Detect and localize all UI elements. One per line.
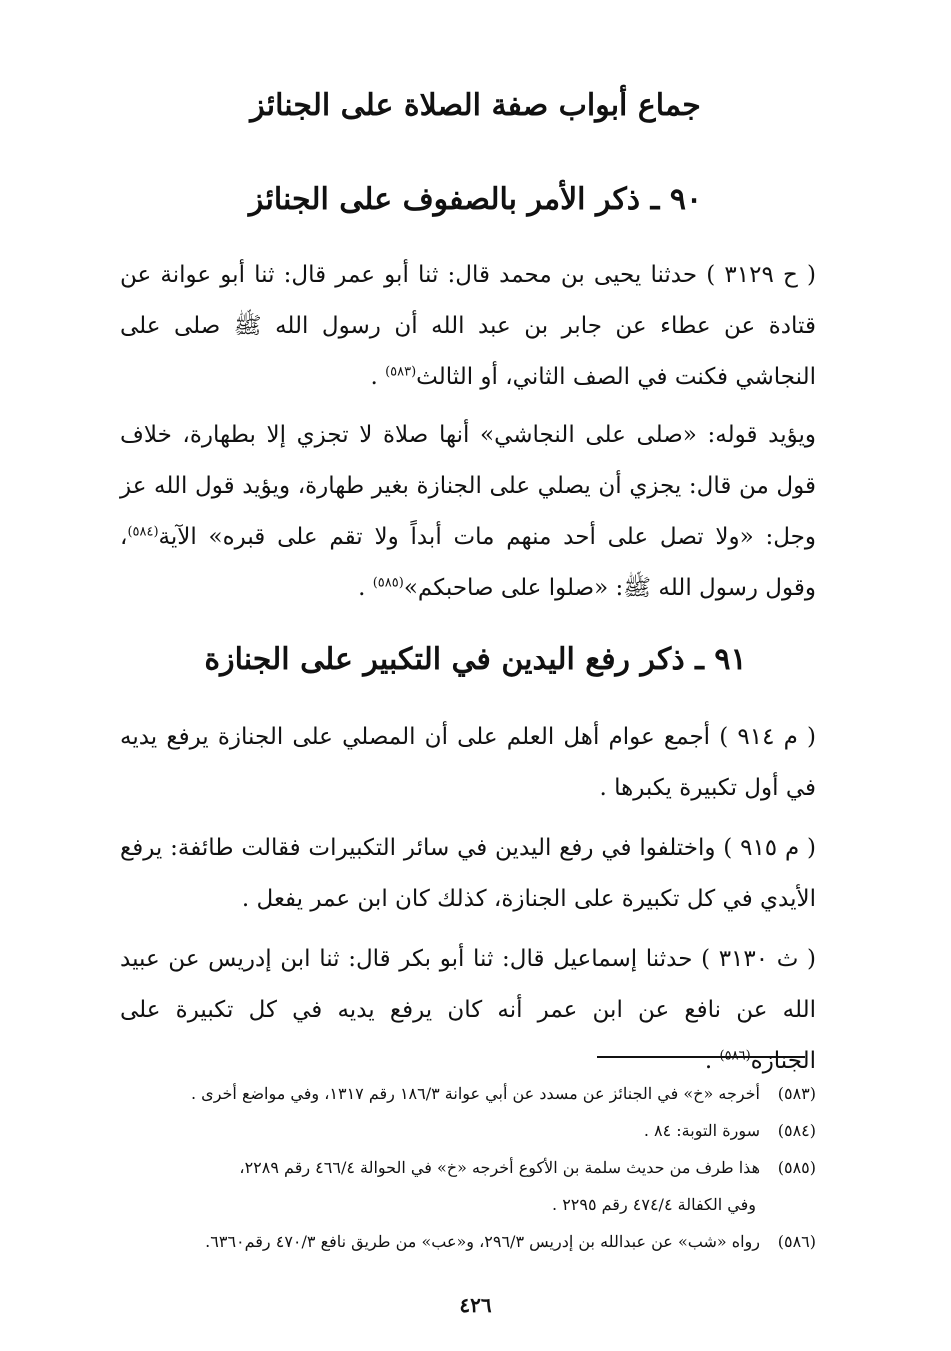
footnote-583 [110,1075,816,1112]
paragraph-hadith-3129 [120,250,816,403]
section-heading-91: ٩١ ـ ذكر رفع اليدين في التكبير على الجنازة [204,642,747,677]
footnotes [110,1075,816,1260]
footnote-separator [597,1056,805,1058]
footnote-ref-586[interactable]: (٥٨٦) [719,1048,751,1064]
paragraph-text: ( ث ٣١٣٠ ) حدثنا إسماعيل قال: ثنا أبو بكر قال: ثنا ابن إدريس عن عبيد الله عن نافع عن ابن عمر أنه كان يرفع يديه في كل تكبيرة على الجنازة [120,946,817,1074]
footnote-text: أخرجه «خ» في الجنائز عن مسدد عن أبي عوانة ١٨٦/٣ رقم ١٣١٧، وفي مواضع أخرى . [191,1084,760,1103]
paragraph-commentary [120,410,816,614]
footnote-584 [110,1112,816,1149]
paragraph-text: ( م ٩١٤ ) أجمع عوام أهل العلم على أن المصلي على الجنازة يرفع يديه في أول تكبيرة يكبرها . [120,724,816,801]
footnote-586 [110,1223,816,1260]
paragraph-text-continued: ، وقول رسول الله ﷺ: «صلوا على صاحبكم» [120,524,816,601]
footnote-text: سورة التوبة: ٨٤ . [643,1121,760,1140]
section-heading-90: ٩٠ ـ ذكر الأمر بالصفوف على الجنائز [248,182,703,217]
paragraph-end: . [358,575,373,601]
page-number: ٤٢٦ [459,1293,492,1317]
chapter-title: جماع أبواب صفة الصلاة على الجنائز [250,88,701,123]
footnote-585 [110,1149,816,1186]
paragraph-masala-914 [120,712,816,814]
paragraph-text: ( م ٩١٥ ) واختلفوا في رفع اليدين في سائر التكبيرات فقالت طائفة: يرفع الأيدي في كل تكبيرة على الجنازة، كذلك كان ابن عمر يفعل . [120,835,816,912]
footnote-ref-585[interactable]: (٥٨٥) [372,575,404,591]
footnote-number: (٥٨٥) [777,1158,816,1177]
footnote-ref-583[interactable]: (٥٨٣) [385,364,417,380]
paragraph-end: . [370,364,386,390]
paragraph-end: . [704,1048,720,1074]
paragraph-text: ويؤيد قوله: «صلى على النجاشي» أنها صلاة لا تجزي إلا بطهارة، خلاف قول من قال: يجزي أن يصلي على الجنازة بغير طهارة، ويؤيد قول الله عز وجل: «ولا تصل على أحد منهم مات أبداً ولا تقم على قبره» الآية [120,422,816,550]
footnote-585-continuation: وفي الكفالة ٤٧٤/٤ رقم ٢٢٩٥ . [552,1195,756,1214]
paragraph-masala-915 [120,823,816,925]
footnote-text: هذا طرف من حديث سلمة بن الأكوع أخرجه «خ» في الحوالة ٤٦٦/٤ رقم ٢٢٨٩، [239,1158,760,1177]
footnote-number: (٥٨٦) [777,1232,816,1251]
paragraph-athar-3130 [120,934,816,1087]
footnote-text: رواه «شب» عن عبدالله بن إدريس ٢٩٦/٣، و«عب» من طريق نافع ٤٧٠/٣ رقم٦٣٦٠. [205,1232,760,1251]
footnote-ref-584[interactable]: (٥٨٤) [127,524,159,540]
footnote-number: (٥٨٣) [777,1084,816,1103]
paragraph-text: ( ح ٣١٢٩ ) حدثنا يحيى بن محمد قال: ثنا أبو عمر قال: ثنا أبو عوانة عن قتادة عن عطاء عن جابر بن عبد الله أن رسول الله ﷺ صلى على النجاشي فكنت في الصف الثاني، أو الثالث [120,262,816,390]
footnote-number: (٥٨٤) [777,1121,816,1140]
